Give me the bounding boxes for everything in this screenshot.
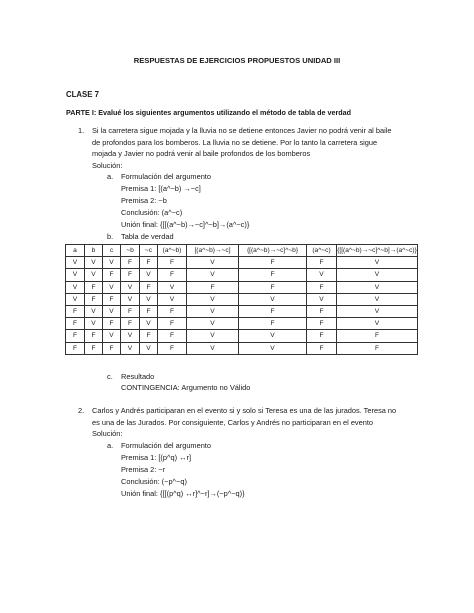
table-row (66, 342, 418, 354)
table-cell: V (66, 281, 85, 293)
table-cell: V (140, 293, 158, 305)
table-cell: V (337, 293, 418, 305)
table-cell: F (307, 330, 337, 342)
table-cell: V (121, 293, 140, 305)
table-cell: F (307, 305, 337, 317)
premise-2: Premisa 2: ~r (121, 465, 166, 474)
exercise-statement (92, 405, 422, 440)
exercise-number: 1. (78, 126, 85, 135)
table-cell: V (103, 257, 121, 269)
truth-table (65, 244, 418, 355)
table-cell: V (85, 305, 103, 317)
page-title: RESPUESTAS DE EJERCICIOS PROPUESTOS UNIDAD III (133, 56, 341, 65)
conclusion: Conclusión: (~p^~q) (121, 477, 187, 486)
table-cell: F (121, 257, 140, 269)
table-header-row (66, 245, 418, 257)
table-cell: V (140, 318, 158, 330)
table-cell: V (337, 318, 418, 330)
table-cell: F (66, 330, 85, 342)
table-cell: V (337, 281, 418, 293)
table-row (66, 293, 418, 305)
statement-line: Carlos y Andrés participaran en el evento si y solo si Teresa es una de las jurados. Teresa no (92, 406, 397, 415)
table-row (66, 305, 418, 317)
table-cell: F (158, 318, 187, 330)
table-cell: F (140, 281, 158, 293)
step-c-letter: c. (107, 372, 113, 381)
table-header: ~b (121, 245, 140, 257)
table-cell: V (158, 293, 187, 305)
table-cell: F (85, 342, 103, 354)
table-header: b (85, 245, 103, 257)
step-a-text: Formulación del argumento (121, 172, 211, 181)
table-cell: V (307, 269, 337, 281)
conclusion: Conclusión: (a^~c) (121, 208, 183, 217)
premise-1: Premisa 1: [(p^q) ↔r] (121, 453, 191, 462)
table-cell: V (187, 293, 239, 305)
table-cell: V (187, 305, 239, 317)
table-cell: F (158, 257, 187, 269)
table-cell: F (66, 342, 85, 354)
table-cell: V (239, 342, 307, 354)
table-cell: V (140, 269, 158, 281)
table-cell: F (121, 305, 140, 317)
table-cell: V (121, 281, 140, 293)
table-cell: F (103, 269, 121, 281)
table-cell: F (337, 342, 418, 354)
table-cell: V (66, 269, 85, 281)
table-cell: V (337, 305, 418, 317)
table-cell: V (337, 257, 418, 269)
table-cell: V (140, 342, 158, 354)
table-cell: V (103, 281, 121, 293)
table-cell: F (103, 293, 121, 305)
step-a-letter: a. (107, 441, 114, 450)
table-cell: V (187, 330, 239, 342)
table-row (66, 269, 418, 281)
table-cell: V (337, 269, 418, 281)
premise-1: Premisa 1: [(a^~b) →~c] (121, 184, 201, 193)
table-cell: F (307, 342, 337, 354)
table-cell: V (158, 281, 187, 293)
statement-line: de profondos para los bomberos. La lluvia no se detiene. Por lo tanto la carretera sigue (92, 137, 378, 147)
table-cell: F (140, 257, 158, 269)
table-header: {[[(a^~b)→~c]^~b]→(a^~c)} (337, 245, 418, 257)
table-cell: F (307, 257, 337, 269)
table-cell: V (103, 330, 121, 342)
table-cell: F (239, 269, 307, 281)
table-cell: F (158, 305, 187, 317)
table-cell: V (121, 342, 140, 354)
table-cell: V (85, 318, 103, 330)
table-cell: F (337, 330, 418, 342)
result-text: CONTINGENCIA: Argumento no Válido (121, 383, 251, 392)
truth-table-body (66, 257, 418, 355)
table-cell: F (239, 257, 307, 269)
table-cell: V (187, 318, 239, 330)
table-cell: V (85, 269, 103, 281)
table-cell: F (140, 305, 158, 317)
table-header: {[(a^~b)→~c]^~b} (239, 245, 307, 257)
table-cell: F (158, 330, 187, 342)
final-union: Unión final: {[[(a^~b)→~c]^~b]→(a^~c)} (121, 220, 250, 229)
table-row (66, 318, 418, 330)
table-cell: V (85, 257, 103, 269)
step-b-letter: b. (107, 232, 114, 241)
premise-2: Premisa 2: ~b (121, 196, 167, 205)
table-cell: F (239, 305, 307, 317)
table-header: ~c (140, 245, 158, 257)
table-cell: V (187, 269, 239, 281)
solution-label: Solución: (92, 429, 123, 439)
step-a-letter: a. (107, 172, 114, 181)
statement-line: Si la carretera sigue mojada y la lluvia no se detiene entonces Javier no podrá venir al baile (92, 126, 392, 135)
table-cell: F (103, 318, 121, 330)
table-cell: F (66, 305, 85, 317)
table-cell: F (187, 281, 239, 293)
table-cell: F (307, 281, 337, 293)
table-cell: V (239, 293, 307, 305)
exercise-number: 2. (78, 406, 85, 415)
table-cell: V (307, 293, 337, 305)
final-union: Unión final: {[[(p^q) ↔r]^~r]→(~p^~q)} (121, 489, 245, 498)
table-cell: F (85, 330, 103, 342)
statement-line: es una de las Jurados. Por consiguiente, Carlos y Andrés no participaran en el evento (92, 417, 374, 427)
step-c-text: Resultado (121, 372, 155, 381)
table-cell: V (66, 257, 85, 269)
table-cell: F (158, 342, 187, 354)
table-cell: V (103, 305, 121, 317)
table-header: (a^~b) (158, 245, 187, 257)
table-header: c (103, 245, 121, 257)
table-cell: F (239, 281, 307, 293)
exercise-statement (92, 125, 422, 171)
table-cell: F (140, 330, 158, 342)
table-header: a (66, 245, 85, 257)
table-cell: F (85, 281, 103, 293)
table-cell: V (66, 293, 85, 305)
section-heading: CLASE 7 (66, 90, 99, 99)
table-header: [(a^~b)→~c] (187, 245, 239, 257)
table-row (66, 257, 418, 269)
part-heading: PARTE I: Evalué los siguientes argumentos utilizando el método de tabla de verdad (66, 108, 352, 117)
table-cell: F (103, 342, 121, 354)
statement-line: mojada y Javier no podrá venir al baile profondos de los bomberos (92, 149, 311, 159)
solution-label: Solución: (92, 160, 123, 170)
table-cell: F (307, 318, 337, 330)
table-cell: F (121, 269, 140, 281)
table-cell: F (239, 318, 307, 330)
table-cell: V (239, 330, 307, 342)
step-a-text: Formulación del argumento (121, 441, 211, 450)
table-cell: F (121, 318, 140, 330)
table-cell: F (66, 318, 85, 330)
table-cell: F (85, 293, 103, 305)
table-cell: V (187, 342, 239, 354)
table-row (66, 330, 418, 342)
table-cell: V (187, 257, 239, 269)
table-header: (a^~c) (307, 245, 337, 257)
table-row (66, 281, 418, 293)
table-cell: F (158, 269, 187, 281)
table-cell: V (121, 330, 140, 342)
step-b-text: Tabla de verdad (121, 232, 174, 241)
